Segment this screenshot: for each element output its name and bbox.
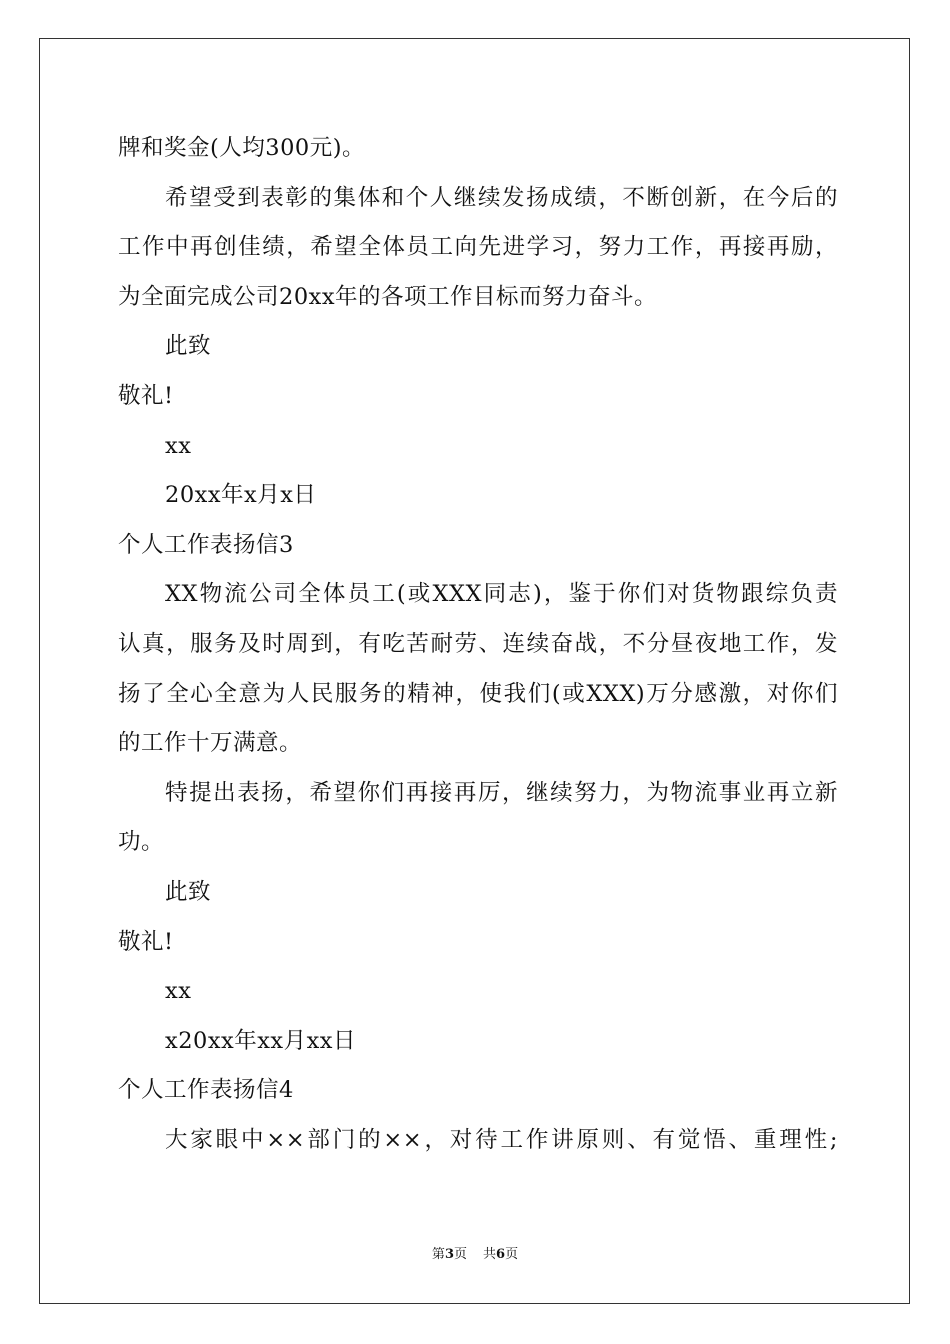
salutation-line: 敬礼! — [118, 928, 174, 955]
text-line: 认真，服务及时周到，有吃苦耐劳、连续奋战，不分昼夜地工作，发 — [118, 630, 838, 657]
section-heading: 个人工作表扬信3 — [118, 531, 294, 558]
date-line: 20xx年x月x日 — [165, 482, 317, 509]
page-footer — [0, 1246, 950, 1264]
text-line: 特提出表扬，希望你们再接再厉，继续努力，为物流事业再立新 — [165, 779, 838, 806]
date-line: x20xx年xx月xx日 — [165, 1027, 356, 1054]
signature-line: xx — [165, 978, 192, 1005]
document-body — [118, 124, 838, 1165]
text-line: 为全面完成公司20xx年的各项工作目标而努力奋斗。 — [118, 283, 658, 310]
salutation-line: 此致 — [165, 878, 212, 905]
section-heading: 个人工作表扬信4 — [118, 1077, 294, 1104]
text-line: 扬了全心全意为人民服务的精神，使我们(或XXX)万分感激，对你们 — [118, 680, 838, 707]
text-line: 希望受到表彰的集体和个人继续发扬成绩，不断创新，在今后的 — [165, 184, 838, 211]
text-line: 牌和奖金(人均300元)。 — [118, 135, 366, 161]
page-number: 3 — [444, 1247, 454, 1262]
total-pages: 6 — [496, 1247, 506, 1262]
total-prefix: 共 — [483, 1247, 497, 1262]
text-line: 的工作十万满意。 — [118, 730, 303, 757]
total-suffix: 页 — [505, 1247, 519, 1262]
page-suffix: 页 — [453, 1247, 467, 1262]
text-line: XX物流公司全体员工(或XXX同志)，鉴于你们对货物跟综负责 — [165, 581, 838, 608]
text-line: 工作中再创佳绩，希望全体员工向先进学习，努力工作，再接再励， — [118, 234, 838, 261]
signature-line: xx — [165, 432, 192, 459]
text-line: 功。 — [118, 829, 165, 856]
salutation-line: 敬礼! — [118, 382, 174, 409]
text-line: 大家眼中××部门的××，对待工作讲原则、有觉悟、重理性; — [165, 1126, 838, 1153]
salutation-line: 此致 — [165, 333, 212, 360]
page-prefix: 第 — [431, 1247, 445, 1262]
